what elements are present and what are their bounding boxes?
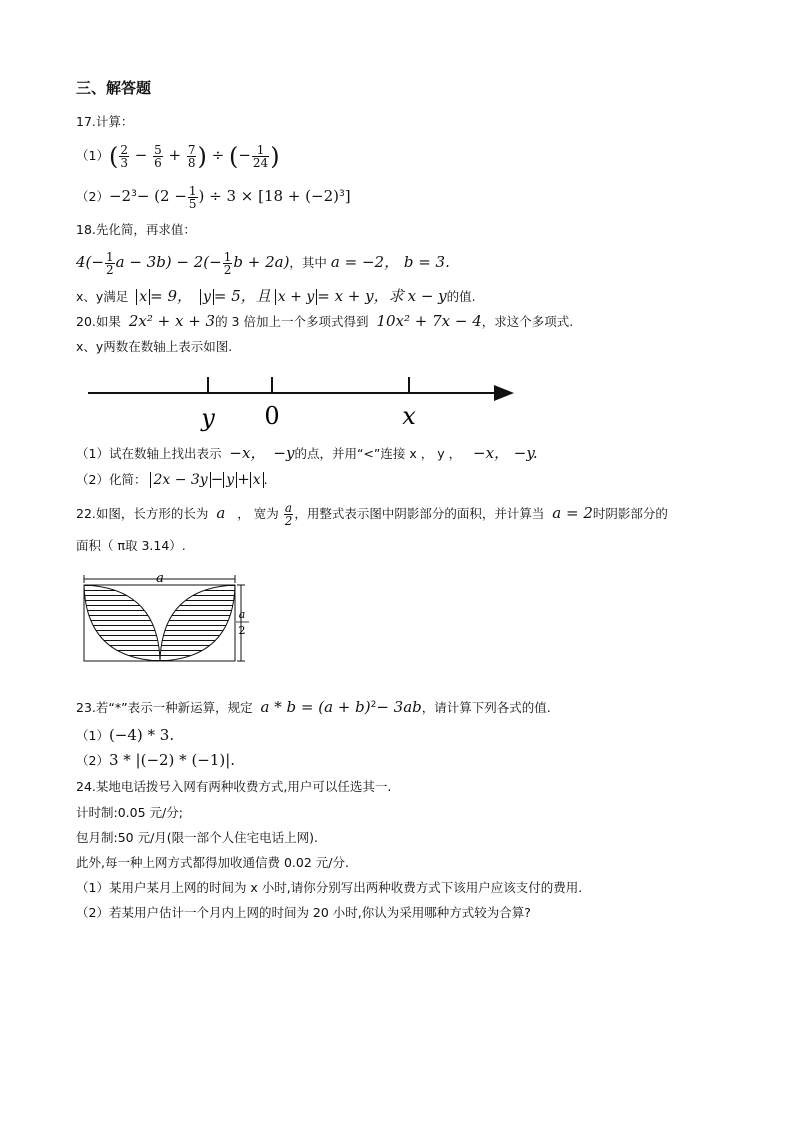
q24-monthly: 包月制:50 元/月(限一部个人住宅电话上网). (76, 830, 319, 845)
q20-statement: 20.如果 2x² + x + 3的 3 倍加上一个多项式得到 10x² + 7x − 4，求这个多项式. (76, 312, 574, 330)
q23-part1: （1）(−4) * 3. (76, 726, 175, 744)
q23-part2: （2）3 * |(−2) * (−1)|. (76, 751, 236, 769)
fraction: $\frac{5}{6}$ (154, 143, 162, 170)
shaded-region-left (84, 585, 160, 661)
label-y: y (201, 404, 215, 432)
fraction: $\frac{1}{2}$ (105, 250, 114, 277)
q24-part1: （1）某用户某月上网的时间为 x 小时,请你分别写出两种收费方式下该用户应该支付的费用. (76, 880, 583, 895)
q24-timed: 计时制:0.05 元/分; (76, 805, 183, 820)
abs-x: x (136, 289, 150, 305)
q18-expression: 4(− $\frac{1}{2}$ a − 3b) − 2(− $\frac{1}{2}$ b + 2a)，其中 a = −2， b = 3. (76, 250, 450, 277)
q21-part1: （1）试在数轴上找出表示 −x， −y的点，并用“<”连接 x ， y ， −x， −y. (76, 444, 538, 462)
label-height-den: 2 (238, 624, 246, 637)
q24-intro: 24.某地电话拨号入网有两种收费方式,用户可以任选其一. (76, 779, 392, 794)
q17-title: 17.计算： (76, 114, 134, 129)
label-a: a (156, 571, 164, 586)
q24-part2: （2）若某用户估计一个月内上网的时间为 20 小时,你认为采用哪种方式较为合算? (76, 905, 531, 920)
shaded-region-right (160, 585, 235, 661)
q19-statement: x、y满足 x = 9， y = 5，且 x + y = x + y，求 x − y的值. (76, 287, 476, 305)
section-title: 三、解答题 (76, 79, 152, 97)
label-x: x (402, 402, 416, 430)
label-height-num: a (238, 608, 246, 621)
abs-2x-3y: 2x − 3y (150, 472, 210, 488)
q17-part1: （1）( $\frac{2}{3}$ − $\frac{5}{6}$ + $\frac{7}{8}$ ) ÷ (− $\frac{1}{24}$ ) (76, 142, 280, 171)
q18-title: 18.先化简，再求值： (76, 222, 196, 237)
abs-y: y (223, 472, 237, 488)
fraction: $\frac{7}{8}$ (187, 143, 196, 170)
fraction: $\frac{1}{2}$ (223, 250, 232, 277)
q23-statement: 23.若“*”表示一种新运算，规定 $a * b = (a + b)^2- 3ab$，请计算下列各式的值. (76, 698, 551, 717)
fraction: $\frac{1}{5}$ (188, 184, 197, 212)
q21-intro: x、y两数在数轴上表示如图. (76, 339, 233, 354)
abs-y: y (200, 289, 214, 305)
q22-line2: 面积（ π取 3.14）. (76, 538, 186, 553)
q22-line1: 22.如图，长方形的长为 a ， 宽为 $\frac{a}{2}$ ，用整式表示图中阴影部分的面积，并计算当 a = 2时阴影部分的 (76, 501, 668, 528)
fraction: $\frac{1}{24}$ (252, 143, 269, 170)
q24-extra-fee: 此外,每一种上网方式都得加收通信费 0.02 元/分. (76, 855, 349, 870)
q17-p2-label: （2） (76, 189, 109, 205)
fraction: $\frac{a}{2}$ (284, 501, 293, 528)
q17-part2: $(2)-2^3- (2$ − $\frac{1}{5}$ ) ÷ $3 \times [18 + (-2)^3]$ (76, 184, 351, 212)
arrow-head-icon (494, 385, 514, 401)
q22-figure (76, 568, 256, 668)
q17-p1-label: （1） (76, 148, 109, 163)
fraction: $\frac{2}{3}$ (120, 143, 128, 170)
abs-x-plus-y: x + y (275, 289, 317, 305)
label-0: 0 (264, 402, 280, 430)
abs-x: x (250, 472, 264, 488)
q21-part2: （2）化简： 2x − 3y − y + x . (76, 470, 268, 488)
number-line (80, 366, 520, 436)
